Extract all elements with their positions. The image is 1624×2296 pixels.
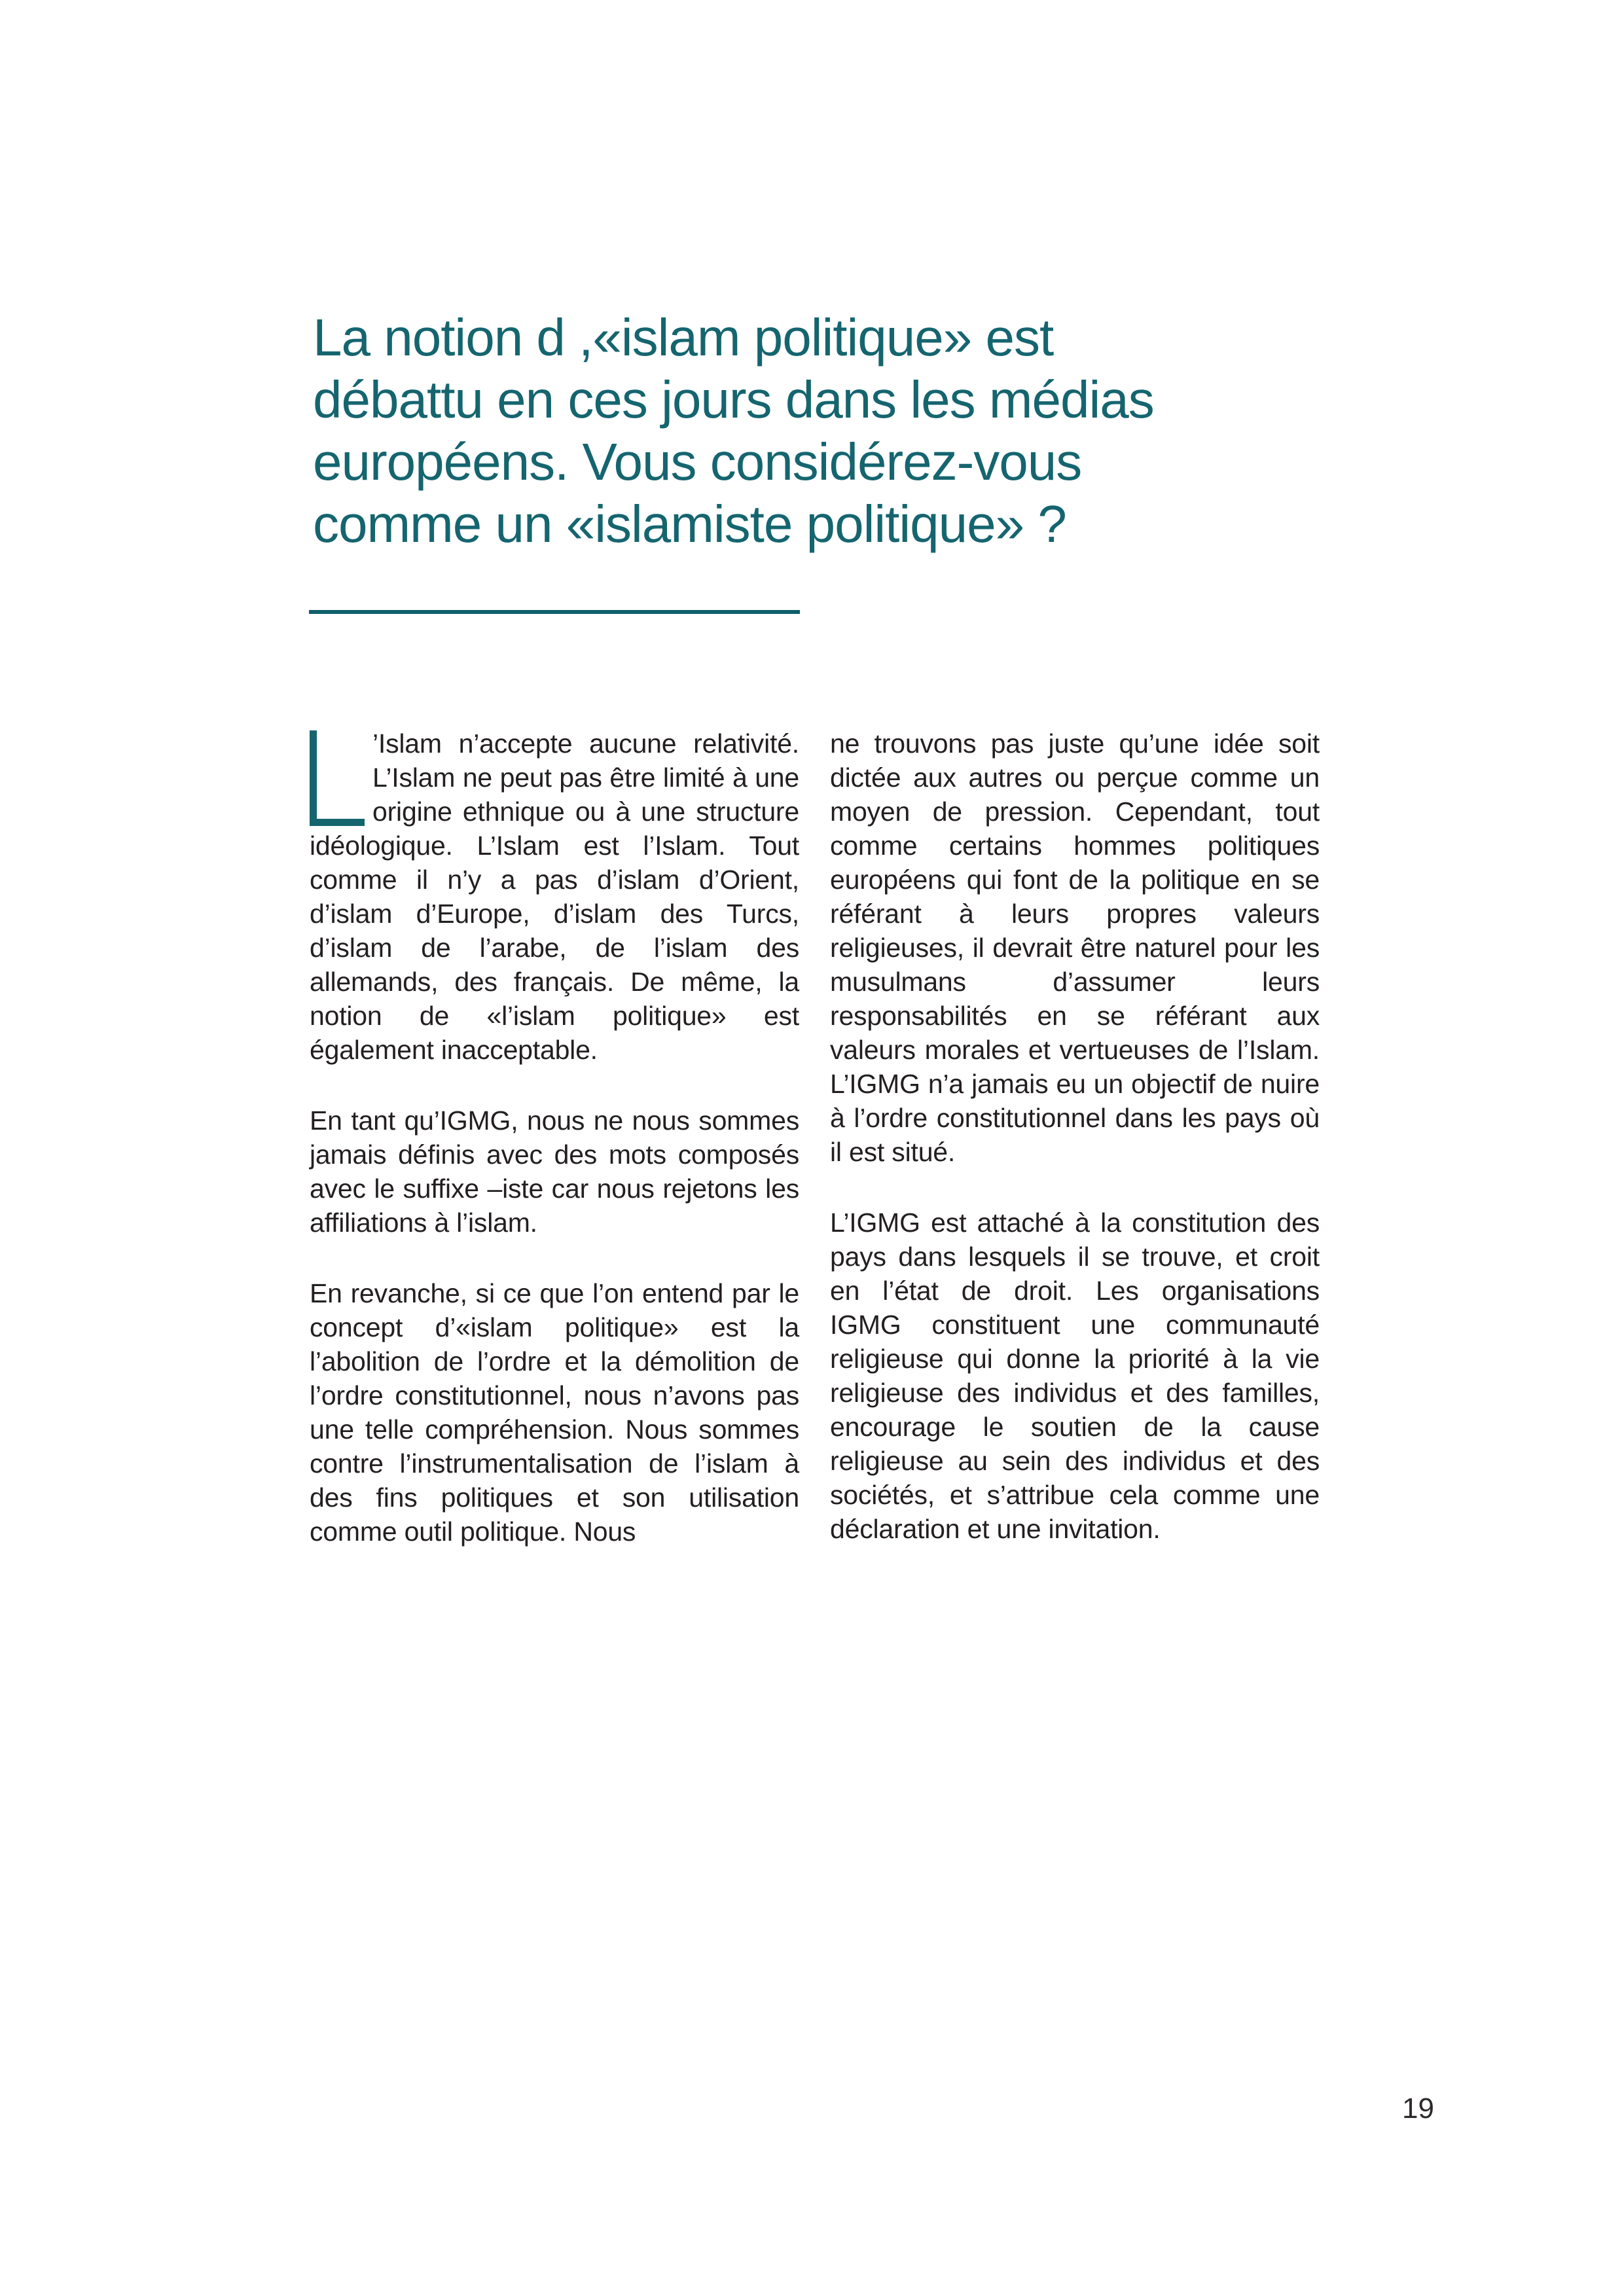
page-title [313, 306, 1154, 555]
paragraph [310, 1103, 799, 1240]
paragraph-text: En tant qu’IGMG, nous ne nous sommes jamais définis avec des mots composés avec le suffixe –iste car nous rejetons les affiliations à l’islam. [310, 1105, 799, 1238]
page-number: 19 [1402, 2092, 1434, 2125]
paragraph [310, 726, 799, 1067]
page-title-line-1: La notion d ,«islam politique» est [313, 308, 1054, 367]
text-column-right [830, 726, 1320, 1546]
text-column-left [310, 726, 799, 1549]
divider-rule [309, 610, 800, 614]
page-title-line-3: européens. Vous considérez-vous [313, 433, 1082, 491]
page-title-line-4: comme un «islamiste politique» ? [313, 495, 1066, 553]
drop-cap-letter-l [310, 730, 365, 826]
paragraph [310, 1276, 799, 1549]
paragraph-text: ’Islam n’accepte aucune relativité. L’Islam ne peut pas être limité à une origine ethnique ou à une structure idéologique. L’Islam est l’Islam. Tout comme il n’y a pas d’islam d’Orient, d’islam d’Europe, d’islam des Turcs, d’islam de l’arabe, de l’islam des allemands, des français. De même, la notion de «l’islam politique» est également inacceptable. [310, 728, 799, 1065]
paragraph-text: ne trouvons pas juste qu’une idée soit dictée aux autres ou perçue comme un moyen de pression. Cependant, tout comme certains hommes politiques européens qui font de la politique en se référant à leurs propres valeurs religieuses, il devrait être naturel pour les musulmans d’assumer leurs responsabilités en se référant aux valeurs morales et vertueuses de l’Islam. L’IGMG n’a jamais eu un objectif de nuire à l’ordre constitutionnel dans les pays où il est situé. [830, 728, 1320, 1167]
paragraph-text: L’IGMG est attaché à la constitution des pays dans lesquels il se trouve, et croit en l’état de droit. Les organisations IGMG constituent une communauté religieuse qui donne la priorité à la vie religieuse des individus et des familles, encourage le soutien de la cause religieuse au sein des individus et des sociétés, et s’attribue cela comme une déclaration et une invitation. [830, 1208, 1320, 1544]
paragraph-text: En revanche, si ce que l’on entend par le concept d’«islam politique» est la l’abolition de l’ordre et la démolition de l’ordre constitutionnel, nous n’avons pas une telle compréhension. Nous sommes contre l’instrumentalisation de l’islam à des fins politiques et son utilisation comme outil politique. Nous [310, 1278, 799, 1547]
page-title-line-2: débattu en ces jours dans les médias [313, 370, 1154, 429]
paragraph [830, 726, 1320, 1169]
paragraph [830, 1206, 1320, 1546]
